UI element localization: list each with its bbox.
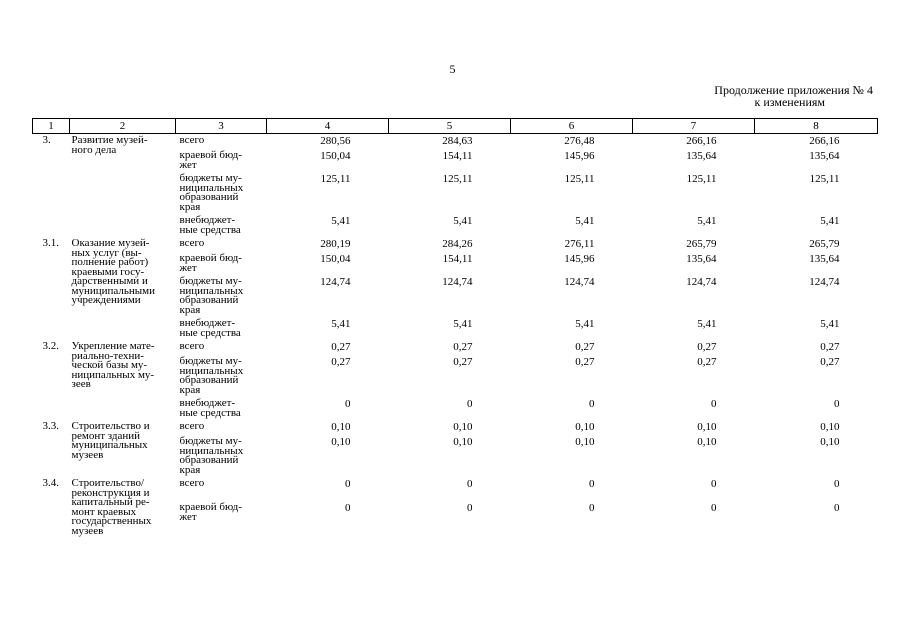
value-cell: 0,10	[453, 421, 473, 433]
value-cell: 135,64	[686, 150, 717, 162]
value-cell: 0,27	[331, 356, 351, 368]
value-cell: 265,79	[809, 238, 840, 250]
value-cell: 0	[589, 478, 595, 490]
item-name-line: ных услуг (вы-	[71, 246, 142, 259]
funding-source-line: бюджеты му-	[179, 355, 242, 367]
funding-source-line: внебюджет-	[179, 214, 236, 226]
value-cell: 0,27	[453, 341, 473, 353]
value-cell: 0,27	[575, 341, 595, 353]
item-name-line: Оказание музей-	[71, 237, 150, 249]
value-cell: 0	[345, 478, 351, 490]
value-cell: 125,11	[442, 173, 473, 185]
funding-source	[176, 134, 267, 150]
item-name-line: реконструкция и	[71, 486, 150, 499]
funding-source-line: ниципальных	[179, 364, 244, 377]
appendix-table	[32, 118, 878, 538]
value-cell: 124,74	[564, 276, 595, 288]
item-name-line: муниципальными	[71, 284, 156, 297]
item-name	[70, 477, 176, 538]
value-cell: 0	[711, 398, 717, 410]
value-cell: 5,41	[820, 318, 840, 330]
item-name-line: ческой базы му-	[71, 359, 148, 371]
value-cell: 284,63	[442, 135, 473, 147]
table-row	[33, 237, 878, 252]
funding-source	[176, 149, 267, 172]
value-cell: 135,64	[686, 253, 717, 265]
funding-source	[176, 275, 267, 317]
item-name-line: капитальный ре-	[71, 496, 150, 508]
item-code: 3.4.	[42, 477, 59, 489]
value-cell: 5,41	[453, 215, 473, 227]
value-cell: 124,74	[320, 276, 351, 288]
value-cell: 280,19	[320, 238, 351, 250]
value-cell: 125,11	[320, 173, 351, 185]
item-name-line: музеев	[71, 448, 104, 461]
value-cell: 125,11	[686, 173, 717, 185]
item-name-line: Развитие музей-	[71, 134, 148, 146]
funding-source	[176, 317, 267, 340]
funding-source	[176, 397, 267, 420]
value-cell: 0,10	[575, 421, 595, 433]
value-cell: 125,11	[564, 173, 595, 185]
funding-source-line: краевой бюд-	[179, 501, 242, 514]
funding-source-line: всего	[179, 477, 205, 489]
item-name-line: ного дела	[71, 143, 117, 156]
item-name-line: риально-техни-	[71, 349, 144, 362]
appendix-caption	[714, 84, 873, 108]
caption-line-2: к изменениям	[754, 95, 825, 109]
value-cell: 145,96	[564, 150, 595, 162]
value-cell: 0,27	[820, 341, 840, 353]
funding-source-line: бюджеты му-	[179, 275, 242, 287]
item-name-line: краевыми госу-	[71, 265, 145, 278]
value-cell: 266,16	[809, 135, 840, 147]
value-cell: 5,41	[575, 215, 595, 227]
funding-source-line: образований	[179, 454, 239, 466]
value-cell: 0,27	[820, 356, 840, 368]
funding-source	[176, 435, 267, 477]
funding-source-line: жет	[179, 510, 197, 523]
item-name-line: зеев	[71, 378, 91, 390]
item-code: 3.1.	[42, 237, 59, 249]
item-name-line: монт краевых	[71, 505, 137, 518]
value-cell: 266,16	[686, 135, 717, 147]
funding-source-line: всего	[179, 237, 205, 249]
value-cell: 0	[711, 502, 717, 515]
caption-line-1: Продолжение приложения № 4	[714, 83, 873, 97]
funding-source	[176, 420, 267, 435]
value-cell: 154,11	[442, 150, 473, 162]
table-row	[33, 340, 878, 355]
item-name-line: Строительство/	[71, 477, 145, 489]
funding-source-line: внебюджет-	[179, 317, 236, 329]
value-cell: 0,10	[820, 436, 840, 448]
funding-source-line: бюджеты му-	[179, 172, 242, 184]
funding-source-line: краевой бюд-	[179, 252, 242, 264]
funding-source-line: бюджеты му-	[179, 435, 242, 447]
funding-source-line: всего	[179, 340, 205, 352]
table-row	[33, 134, 878, 150]
column-header-2: 2	[70, 119, 176, 134]
value-cell: 0,27	[697, 341, 717, 353]
value-cell: 0,27	[697, 356, 717, 368]
funding-source-line: всего	[179, 134, 205, 146]
funding-source-line: ниципальных	[179, 181, 244, 194]
table-row	[33, 420, 878, 435]
funding-source-line: краевой бюд-	[179, 149, 242, 161]
value-cell: 124,74	[442, 276, 473, 288]
funding-source-line: края	[179, 463, 201, 476]
item-name-line: ниципальных му-	[71, 368, 155, 381]
item-name	[70, 237, 176, 340]
value-cell: 0,27	[331, 341, 351, 353]
page-number: 5	[449, 62, 456, 76]
column-header-7: 7	[633, 119, 755, 134]
funding-source-line: всего	[179, 420, 205, 432]
value-cell: 276,48	[564, 135, 595, 147]
value-cell: 0,10	[331, 421, 351, 433]
value-cell: 150,04	[320, 150, 351, 162]
item-name	[70, 340, 176, 420]
column-header-1: 1	[33, 119, 70, 134]
item-code: 3.	[42, 134, 51, 146]
value-cell: 0,10	[697, 421, 717, 433]
value-cell: 145,96	[564, 253, 595, 265]
item-name-line: музеев	[71, 524, 104, 537]
column-header-6: 6	[511, 119, 633, 134]
funding-source	[176, 252, 267, 275]
item-code: 3.2.	[42, 340, 59, 352]
table-row	[33, 477, 878, 501]
funding-source-line: внебюджет-	[179, 397, 236, 409]
value-cell: 0,27	[453, 356, 473, 368]
value-cell: 265,79	[686, 238, 717, 250]
funding-source	[176, 340, 267, 355]
value-cell: 150,04	[320, 253, 351, 265]
column-header-4: 4	[267, 119, 389, 134]
funding-source	[176, 237, 267, 252]
funding-source-line: ные средства	[179, 406, 241, 419]
funding-source	[176, 477, 267, 501]
value-cell: 5,41	[820, 215, 840, 227]
value-cell: 124,74	[686, 276, 717, 288]
value-cell: 0	[467, 398, 473, 410]
funding-source-line: образований	[179, 294, 239, 306]
value-cell: 0,10	[575, 436, 595, 448]
value-cell: 0,27	[575, 356, 595, 368]
value-cell: 5,41	[331, 215, 351, 227]
value-cell: 0	[711, 478, 717, 490]
funding-source-line: жет	[179, 158, 197, 171]
funding-source-line: ные средства	[179, 223, 241, 236]
value-cell: 0	[834, 478, 840, 490]
funding-source-line: ные средства	[179, 326, 241, 339]
value-cell: 276,11	[564, 238, 595, 250]
column-header-3: 3	[176, 119, 267, 134]
value-cell: 5,41	[697, 215, 717, 227]
item-name-line: дарственными и	[71, 275, 148, 287]
value-cell: 0	[834, 502, 840, 515]
funding-source	[176, 172, 267, 214]
item-name-line: муниципальных	[71, 439, 148, 451]
value-cell: 5,41	[697, 318, 717, 330]
value-cell: 5,41	[331, 318, 351, 330]
value-cell: 0	[345, 502, 351, 515]
item-name-line: учреждениями	[71, 294, 141, 306]
value-cell: 0,10	[820, 421, 840, 433]
value-cell: 0	[589, 398, 595, 410]
value-cell: 124,74	[809, 276, 840, 288]
value-cell: 5,41	[575, 318, 595, 330]
value-cell: 0,10	[331, 436, 351, 448]
funding-source-line: ниципальных	[179, 284, 244, 297]
funding-source-line: края	[179, 303, 201, 316]
column-header-5: 5	[389, 119, 511, 134]
funding-source	[176, 355, 267, 397]
table-body	[33, 134, 878, 539]
item-name-line: полнение работ)	[71, 256, 149, 268]
value-cell: 0,10	[453, 436, 473, 448]
item-name	[70, 134, 176, 238]
funding-source-line: жет	[179, 261, 197, 274]
value-cell: 5,41	[453, 318, 473, 330]
value-cell: 0	[345, 398, 351, 410]
column-header-8: 8	[755, 119, 878, 134]
funding-source	[176, 501, 267, 538]
value-cell: 284,26	[442, 238, 473, 250]
item-name-line: ремонт зданий	[71, 429, 141, 442]
value-cell: 154,11	[442, 253, 473, 265]
item-name	[70, 420, 176, 477]
funding-source-line: края	[179, 200, 201, 213]
item-code: 3.3.	[42, 420, 59, 432]
funding-source-line: края	[179, 383, 201, 396]
funding-source	[176, 214, 267, 237]
value-cell: 280,56	[320, 135, 351, 147]
item-name-line: Укрепление мате-	[71, 340, 155, 352]
value-cell: 135,64	[809, 253, 840, 265]
item-name-line: государственных	[71, 515, 152, 527]
value-cell: 125,11	[809, 173, 840, 185]
value-cell: 135,64	[809, 150, 840, 162]
funding-source-line: образований	[179, 374, 239, 386]
header-row	[33, 119, 878, 134]
value-cell: 0	[467, 502, 473, 515]
value-cell: 0	[834, 398, 840, 410]
value-cell: 0	[467, 478, 473, 490]
funding-source-line: образований	[179, 191, 239, 203]
item-name-line: Строительство и	[71, 420, 150, 432]
value-cell: 0,10	[697, 436, 717, 448]
funding-source-line: ниципальных	[179, 444, 244, 457]
value-cell: 0	[589, 502, 595, 515]
